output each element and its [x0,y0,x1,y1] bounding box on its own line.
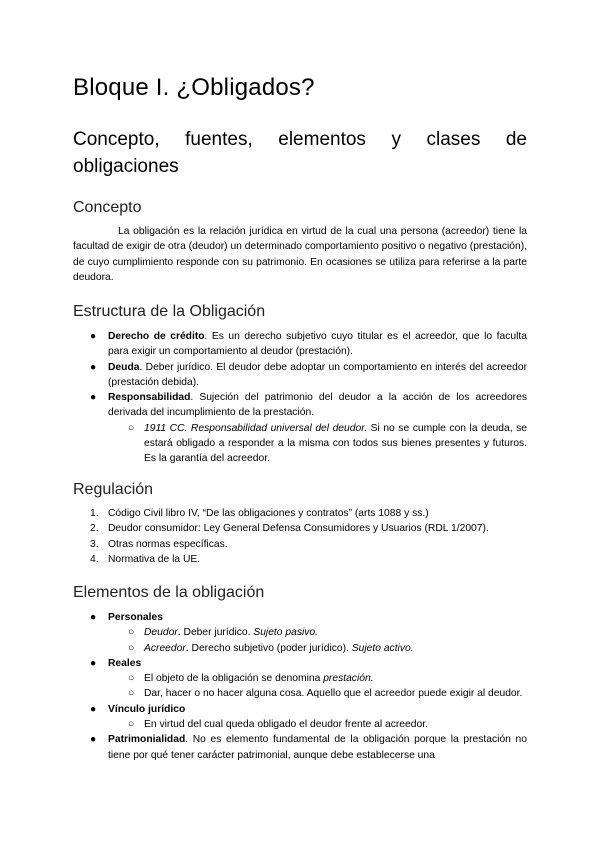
term-deuda: Deuda [108,361,140,373]
label-reales: Reales [108,657,142,669]
circle-bullet-icon: ○ [128,422,135,434]
circle-bullet-icon: ○ [128,627,135,639]
heading-estructura: Estructura de la Obligación [73,303,266,320]
sub-list-item: ○ Dar, hacer o no hacer alguna cosa. Aquello que el acreedor puede exigir al deudor. [73,686,527,701]
list-item: 3. Otras normas específicas. [90,538,228,550]
list-item: ● Responsabilidad. Sujeción del patrimonio del deudor a la acción de los acreedores derivada del incumplimiento de la prestación. [90,392,527,419]
list-item [73,656,527,671]
article-reference: 1911 CC. Responsabilidad universal del deudor. [144,422,368,434]
list-item: 2. Deudor consumidor: Ley General Defensa Consumidores y Usuarios (RDL 1/2007). [90,523,489,535]
list-item: 1. Código Civil libro IV, “De las obligaciones y contratos” (arts 1088 y ss.) [90,508,429,519]
elementos-list [73,610,527,763]
circle-bullet-icon: ○ [128,673,135,685]
regulacion-list [73,506,527,567]
heading-regulacion: Regulación [73,481,154,498]
bullet-icon: ● [90,361,97,373]
bullet-icon: ● [90,612,97,623]
list-item: ● Derecho de crédito. Es un derecho subjetivo cuyo titular es el acreedor, que lo faculta para exigir un comportamiento al deudor (prestación). [90,331,527,358]
term-responsabilidad: Responsabilidad [108,392,191,404]
bullet-icon: ● [90,734,97,746]
page-title: Bloque I. ¿Obligados? [73,74,315,101]
circle-bullet-icon: ○ [128,688,135,700]
sub-list-item: ○ En virtud del cual queda obligado el deudor frente al acreedor. [73,717,527,732]
heading-elementos: Elementos de la obligación [73,584,265,601]
bullet-icon: ● [90,657,97,669]
term-derecho-credito: Derecho de crédito [108,331,205,342]
circle-bullet-icon: ○ [128,642,135,654]
list-item [73,610,527,625]
list-item: 4. Normativa de la UE. [90,553,201,565]
concepto-paragraph: La obligación es la relación jurídica en virtud de la cual una persona (acreedor) tiene la facultad de exigir de otra (deudor) un determinado comportamiento positivo o negativo (prestación), de cuyo cumplimiento responde con su patrimonio. En ocasiones se utiliza para referirse a la parte deudora. [73,226,527,283]
sub-list-item: ○ Acreedor. Derecho subjetivo (poder jurídico). Sujeto activo. [73,641,527,656]
circle-bullet-icon: ○ [128,719,135,731]
label-vinculo: Vínculo jurídico [108,703,186,715]
estructura-list [73,329,527,467]
bullet-icon: ● [90,703,97,715]
list-item: ● Patrimonialidad. No es elemento fundamental de la obligación porque la prestación no tiene por qué tener carácter patrimonial, aunque debe establecerse una [90,734,527,761]
sub-list-item: ○ 1911 CC. Responsabilidad universal del deudor. Si no se cumple con la deuda, se estará obligado a responder a la misma con todos sus bienes presentes y futuros. Es la garantía del acreedor. [128,422,527,465]
list-item [73,702,527,717]
sub-list-item: ○ El objeto de la obligación se denomina prestación. [73,671,527,686]
heading-concepto: Concepto [73,199,142,216]
section-title: Concepto, fuentes, elementos y clases de obligaciones [73,129,527,177]
list-item: ● Deuda. Deber jurídico. El deudor debe adoptar un comportamiento en interés del acreedor (prestación debida). [90,361,527,388]
label-personales: Personales [108,612,163,623]
label-patrimonialidad: Patrimonialidad [108,734,186,746]
bullet-icon: ● [90,331,97,342]
bullet-icon: ● [90,392,97,404]
sub-list-item: ○ Deudor. Deber jurídico. Sujeto pasivo. [73,625,527,640]
